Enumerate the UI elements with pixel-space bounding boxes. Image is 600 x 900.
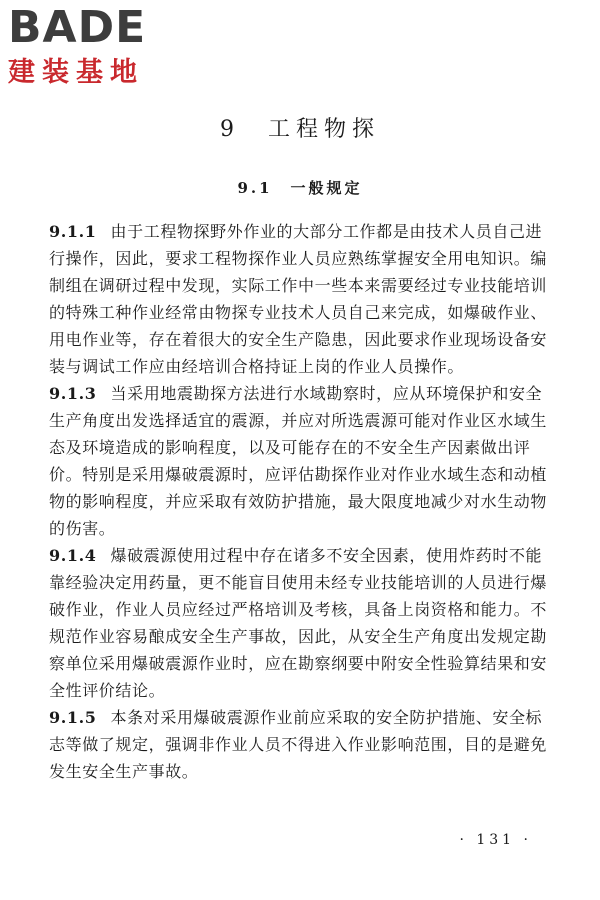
clause-text: 本条对采用爆破震源作业前应采取的安全防护措施、安全标志等做了规定，强调非作业人员不得进入作业影响范围，目的是避免发生安全生产事故。 <box>49 708 548 781</box>
page-number: · 131 · <box>459 832 532 848</box>
clause-paragraph <box>49 704 555 785</box>
clause-text: 由于工程物探野外作业的大部分工作都是由技术人员自己进行操作，因此，要求工程物探作业人员应熟练掌握安全用电知识。编制组在调研过程中发现，实际工作中一些本来需要经过专业技能培训的特殊工种作业经常由物探专业技术人员自己来完成，如爆破作业、用电作业等，存在着很大的安全生产隐患，因此要求作业现场设备安装与调试工作应由经培训合格持证上岗的作业人员操作。 <box>49 222 548 376</box>
clause-text: 爆破震源使用过程中存在诸多不安全因素，使用炸药时不能靠经验决定用药量，更不能盲目使用未经专业技能培训的人员进行爆破作业，作业人员应经过严格培训及考核，具备上岗资格和能力。不规范作业容易酿成安全生产事故，因此，从安全生产角度出发规定勘察单位采用爆破震源作业时，应在勘察纲要中附安全性验算结果和安全性评价结论。 <box>49 546 548 700</box>
clause-paragraph <box>49 380 555 542</box>
clause-text: 当采用地震勘探方法进行水域勘察时，应从环境保护和安全生产角度出发选择适宜的震源，并应对所选震源可能对作业区水域生态及环境造成的影响程度，以及可能存在的不安全生产因素做出评价。特别是采用爆破震源时，应评估勘探作业对作业水域生态和动植物的影响程度，并应采取有效防护措施，最大限度地减少对水生动物的伤害。 <box>49 384 548 538</box>
clause-paragraph <box>49 542 555 704</box>
logo-subtitle: 建装基地 <box>8 57 144 88</box>
logo-brand: BADE <box>8 2 147 53</box>
document-body <box>49 218 555 785</box>
clause-number: 9.1.3 <box>49 384 97 403</box>
chapter-title: 9 工程物探 <box>220 117 380 142</box>
section-title: 9.1 一般规定 <box>237 179 363 197</box>
clause-number: 9.1.1 <box>49 222 97 241</box>
clause-number: 9.1.5 <box>49 708 97 727</box>
clause-number: 9.1.4 <box>49 546 97 565</box>
clause-paragraph <box>49 218 555 380</box>
logo <box>8 2 147 90</box>
